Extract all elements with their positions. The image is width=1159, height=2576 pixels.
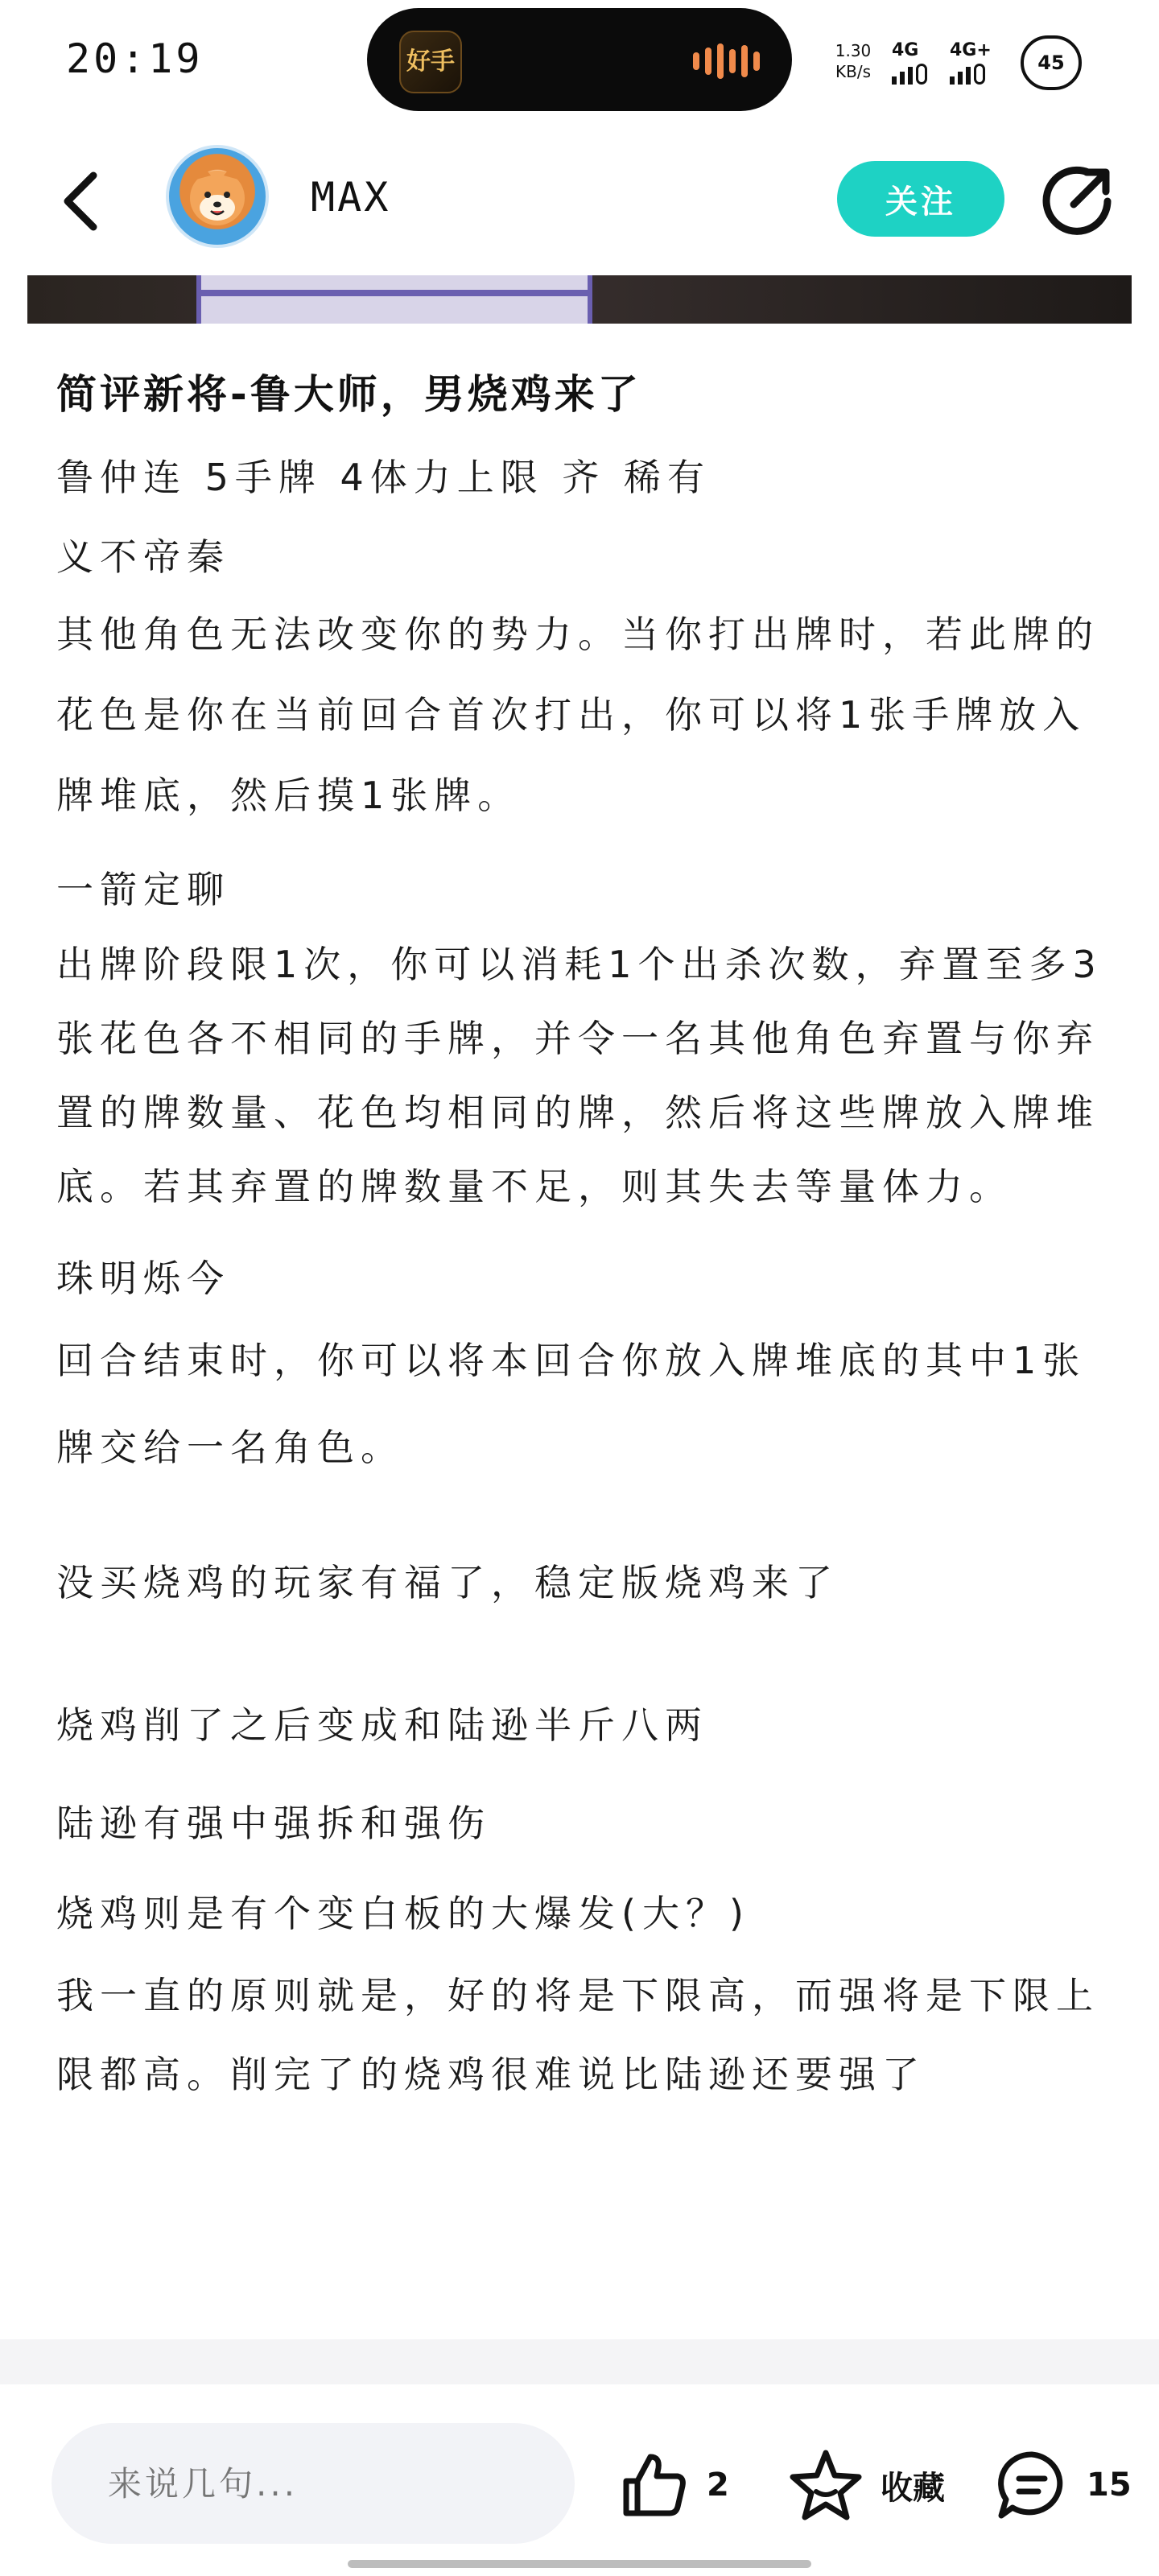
skill-description: 出牌阶段限1次，你可以消耗1个出杀次数，弃置至多3张花色各不相同的手牌，并令一名其他角色弃置与你弃置的牌数量、花色均相同的牌，然后将这些牌放入牌堆底。若其弃置的牌数量不足，则其失去等量体力。 <box>56 943 1103 1208</box>
signal-4g-plus-label: 4G+ <box>950 40 992 60</box>
comment-input[interactable] <box>52 2423 575 2544</box>
follow-button[interactable]: 关注 <box>837 161 1004 237</box>
home-indicator[interactable] <box>348 2560 811 2568</box>
dynamic-island[interactable] <box>367 8 792 111</box>
body-text: 烧鸡削了之后变成和陆逊半斤八两 <box>56 1703 708 1747</box>
favorite-label: 收藏 <box>881 2469 945 2507</box>
network-speed-value: 1.30 <box>835 41 872 60</box>
signal-4g-label: 4G <box>892 40 919 60</box>
skill-name: 珠明烁今 <box>56 1257 230 1300</box>
status-bar <box>0 0 1159 129</box>
post-image[interactable] <box>27 275 1132 324</box>
hero-stats: 鲁仲连 5手牌 4体力上限 齐 稀有 <box>56 456 711 499</box>
comment-count: 15 <box>1087 2467 1132 2504</box>
like-button[interactable] <box>620 2449 729 2521</box>
post-body <box>56 354 1103 2114</box>
avatar-dog-image <box>169 148 266 245</box>
skill-name: 义不帝秦 <box>56 535 230 579</box>
network-speed <box>829 40 877 82</box>
back-icon <box>52 169 116 233</box>
post-header <box>0 129 1159 274</box>
post-image-content <box>196 275 592 324</box>
share-button[interactable] <box>1038 163 1116 240</box>
island-app-icon: 好手 <box>399 31 462 93</box>
star-icon <box>789 2448 863 2522</box>
bottom-divider <box>0 2339 1159 2384</box>
body-text: 烧鸡则是有个变白板的大爆发(大？) <box>56 1892 750 1935</box>
battery-icon <box>1021 35 1082 90</box>
status-time: 20:19 <box>66 35 204 82</box>
bottom-action-bar <box>0 2384 1159 2576</box>
signal-bars-icon <box>892 64 927 85</box>
author-name[interactable]: MAX <box>311 174 391 221</box>
skill-name: 一箭定聊 <box>56 868 230 911</box>
signal-4g-plus <box>950 40 992 85</box>
comment-icon <box>995 2448 1069 2522</box>
like-icon <box>620 2450 689 2520</box>
skill-description: 回合结束时，你可以将本回合你放入牌堆底的其中1张牌交给一名角色。 <box>56 1339 1087 1469</box>
back-button[interactable] <box>52 169 116 233</box>
signal-bars-icon <box>950 64 992 85</box>
network-speed-unit: KB/s <box>835 62 871 81</box>
battery-level: 45 <box>1037 52 1065 74</box>
comment-button[interactable] <box>995 2449 1132 2521</box>
post-title: 简评新将-鲁大师，男烧鸡来了 <box>56 371 641 418</box>
skill-description: 其他角色无法改变你的势力。当你打出牌时，若此牌的花色是你在当前回合首次打出，你可以将1张手牌放入牌堆底，然后摸1张牌。 <box>56 613 1099 817</box>
body-text: 我一直的原则就是，好的将是下限高，而强将是下限上限都高。削完了的烧鸡很难说比陆逊还要强了 <box>56 1974 1099 2096</box>
like-count: 2 <box>707 2467 729 2504</box>
body-text: 没买烧鸡的玩家有福了，稳定版烧鸡来了 <box>56 1561 839 1604</box>
favorite-button[interactable] <box>789 2449 945 2521</box>
signal-4g <box>892 40 927 85</box>
share-icon <box>1038 163 1116 240</box>
body-text: 陆逊有强中强拆和强伤 <box>56 1802 491 1845</box>
avatar[interactable] <box>166 145 269 248</box>
audio-wave-icon <box>693 43 760 79</box>
